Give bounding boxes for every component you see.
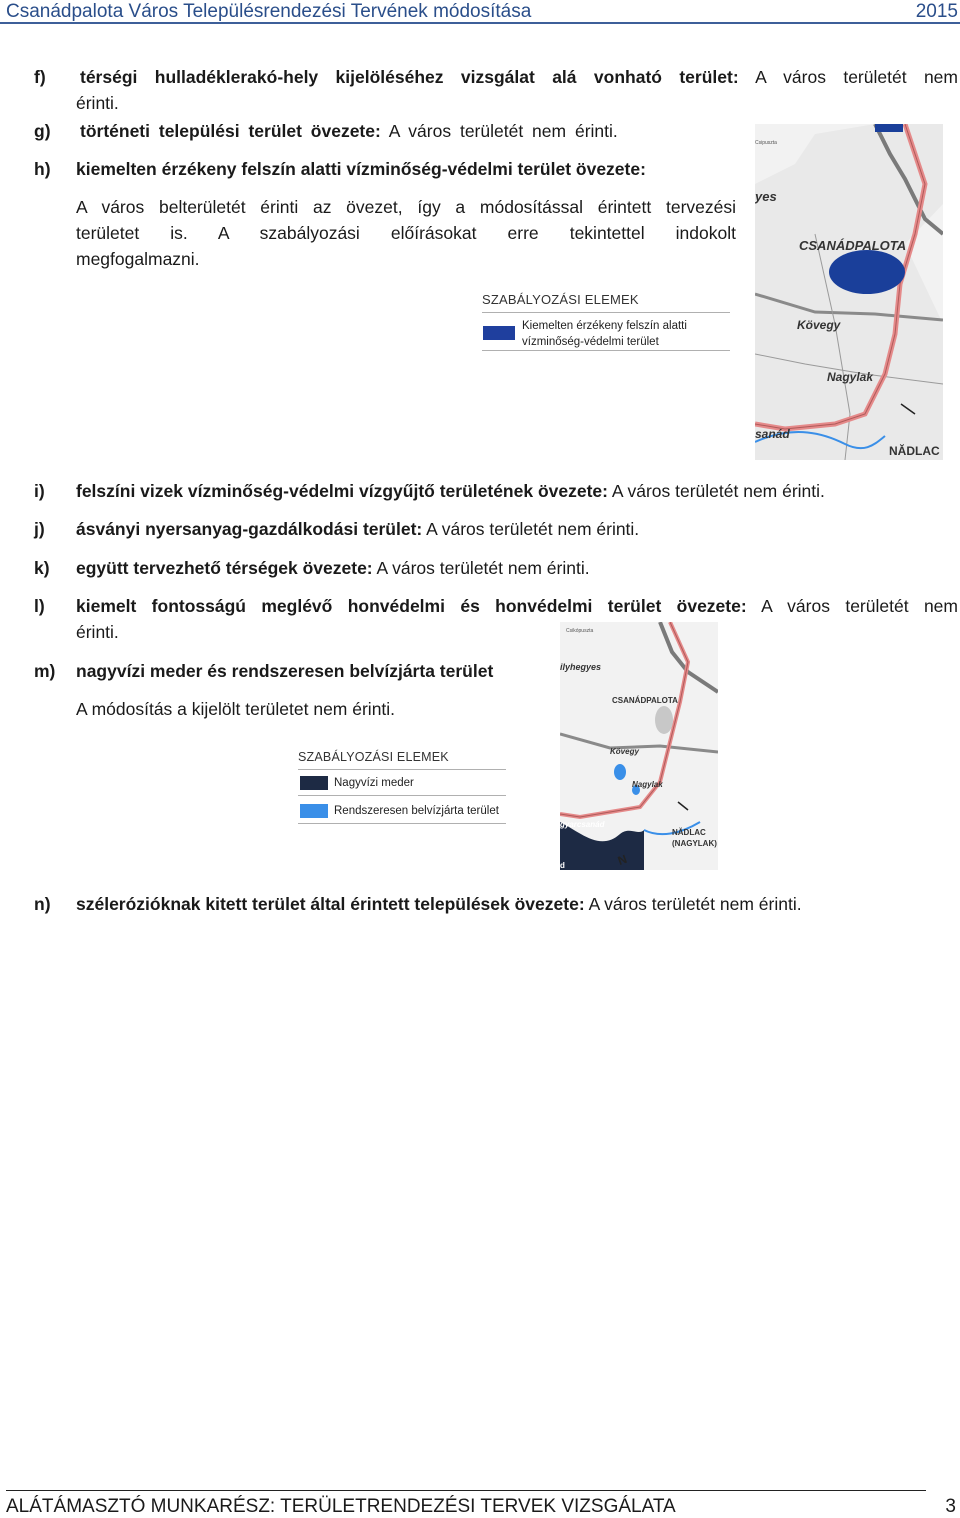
- map-1-vizminoseg: [755, 124, 943, 460]
- item-n-letter: n): [34, 894, 51, 914]
- item-m-heading-text: nagyvízi meder és rendszeresen belvízjárta terület: [76, 661, 494, 681]
- map-1-graphic: [755, 124, 943, 460]
- map-2-label-ilyhegyes: ilyhegyes: [560, 662, 602, 672]
- map-2-label-nagylak: Nagylak: [632, 780, 663, 789]
- item-n-heading: szélerózióknak kitett terület által érintett települések övezete:: [76, 894, 585, 914]
- map-1-label-csanadpalota: CSANÁDPALOTA: [799, 238, 907, 253]
- map-2-label-d: d: [560, 861, 565, 870]
- header-rule: [0, 22, 960, 24]
- legend-1-entry-line2: vízminőség-védelmi terület: [522, 336, 659, 348]
- item-f-line1: [80, 64, 958, 90]
- item-g-line: [80, 118, 618, 144]
- legend-2-swatch-belviz: [300, 804, 328, 818]
- item-h-line1: A város belterületét érinti az övezet, így a módosítással érintett tervezési: [76, 197, 736, 217]
- footer-rule: [6, 1490, 926, 1491]
- map-1-label-kovegy: Kövegy: [797, 318, 841, 332]
- item-h-heading: [76, 156, 646, 182]
- map-2-label-nagylak-ro: (NAGYLAK): [672, 839, 717, 848]
- legend-2-rule-2: [298, 795, 506, 796]
- map-2-label-kovegy: Kövegy: [610, 747, 639, 756]
- item-k-heading: együtt tervezhető térségek övezete:: [76, 558, 373, 578]
- legend-2-title: SZABÁLYOZÁSI ELEMEK: [298, 750, 449, 764]
- item-f-line2: érinti.: [76, 93, 119, 113]
- page-header: [0, 0, 960, 24]
- item-f-text: A város területét nem: [755, 67, 958, 87]
- item-h-letter: h): [34, 159, 51, 179]
- map-2-graphic: [560, 622, 718, 870]
- map-2-label-nadlac: NĂDLAC: [672, 828, 706, 837]
- item-i-letter: i): [34, 481, 45, 501]
- legend-2-rule-3: [298, 823, 506, 824]
- item-i-heading: felszíni vizek vízminőség-védelmi vízgyűjtő területének övezete:: [76, 481, 608, 501]
- item-l-letter: l): [34, 596, 45, 616]
- item-k-line: [76, 555, 590, 581]
- map-1-label-csipuszta: Csipuszta: [755, 140, 777, 146]
- map-1-zone: [829, 250, 905, 294]
- map-1-label-nagylak: Nagylak: [827, 370, 874, 384]
- map-2-label-sanad: gyarcsanád: [560, 820, 605, 829]
- legend-1-rule-top: [482, 312, 730, 313]
- legend-2-entry-belviz: Rendszeresen belvízjárta terület: [334, 805, 499, 817]
- legend-1-title: SZABÁLYOZÁSI ELEMEK: [482, 292, 639, 307]
- map-2-belviz: [560, 622, 718, 870]
- item-j-text: A város területét nem érinti.: [426, 519, 640, 539]
- item-n-line: [76, 891, 802, 917]
- item-f-letter: f): [34, 67, 46, 87]
- map-2-label-csanadpalota: CSANÁDPALOTA: [612, 696, 678, 705]
- document-title: Csanádpalota Város Településrendezési Tervének módosítása: [6, 1, 532, 22]
- legend-2-rule-1: [298, 769, 506, 770]
- item-j-heading: ásványi nyersanyag-gazdálkodási terület:: [76, 519, 423, 539]
- item-m-heading: [76, 658, 493, 684]
- item-f-heading: térségi hulladéklerakó-hely kijelöléséhez vizsgálat alá vonható terület:: [80, 67, 739, 87]
- item-i-text: A város területét nem érinti.: [611, 481, 825, 501]
- legend-2-swatch-meder: [300, 776, 328, 790]
- item-l-line2: érinti.: [76, 622, 119, 642]
- item-h-line3: megfogalmazni.: [76, 249, 200, 269]
- item-g-text: A város területét nem érinti.: [388, 121, 618, 141]
- item-h-heading-text: kiemelten érzékeny felszín alatti vízminőség-védelmi terület övezete:: [76, 159, 646, 179]
- map-2-north-label: N: [615, 851, 629, 868]
- item-g-heading: történeti települési terület övezete:: [80, 121, 381, 141]
- legend-2-entry-meder: Nagyvízi meder: [334, 777, 414, 789]
- map-1-label-sanad: sanád: [755, 427, 790, 441]
- item-k-letter: k): [34, 558, 50, 578]
- item-k-text: A város területét nem érinti.: [376, 558, 590, 578]
- legend-1-rule-bottom: [482, 350, 730, 351]
- item-l-text: A város területét nem: [761, 596, 958, 616]
- map-2-label-csikopuszta: Csikópuszta: [566, 628, 594, 634]
- item-n-text: A város területét nem érinti.: [588, 894, 802, 914]
- item-j-line: [76, 516, 639, 542]
- item-m-text: A módosítás a kijelölt területet nem érinti.: [76, 699, 396, 719]
- item-g-letter: g): [34, 121, 51, 141]
- item-m-letter: m): [34, 661, 56, 681]
- footer-title: ALÁTÁMASZTÓ MUNKARÉSZ: TERÜLETRENDEZÉSI TERVEK VIZSGÁLATA: [6, 1496, 676, 1517]
- map-1-label-nadlac: NĂDLAC: [889, 444, 940, 458]
- legend-1-entry-line1: Kiemelten érzékeny felszín alatti: [522, 320, 687, 332]
- document-year: 2015: [915, 1, 958, 22]
- item-i-line: [76, 478, 825, 504]
- map-2-belviz-patch: [614, 764, 626, 780]
- item-l-line1: [76, 593, 958, 619]
- legend-1-swatch-zone: [483, 326, 515, 340]
- item-l-heading: kiemelt fontosságú meglévő honvédelmi és honvédelmi terület övezete:: [76, 596, 747, 616]
- page-number: 3: [945, 1496, 956, 1517]
- map-1-label-yes: yes: [755, 189, 777, 204]
- item-h-line2: területet is. A szabályozási előírásokat erre tekintettel indokolt: [76, 223, 736, 243]
- item-j-letter: j): [34, 519, 45, 539]
